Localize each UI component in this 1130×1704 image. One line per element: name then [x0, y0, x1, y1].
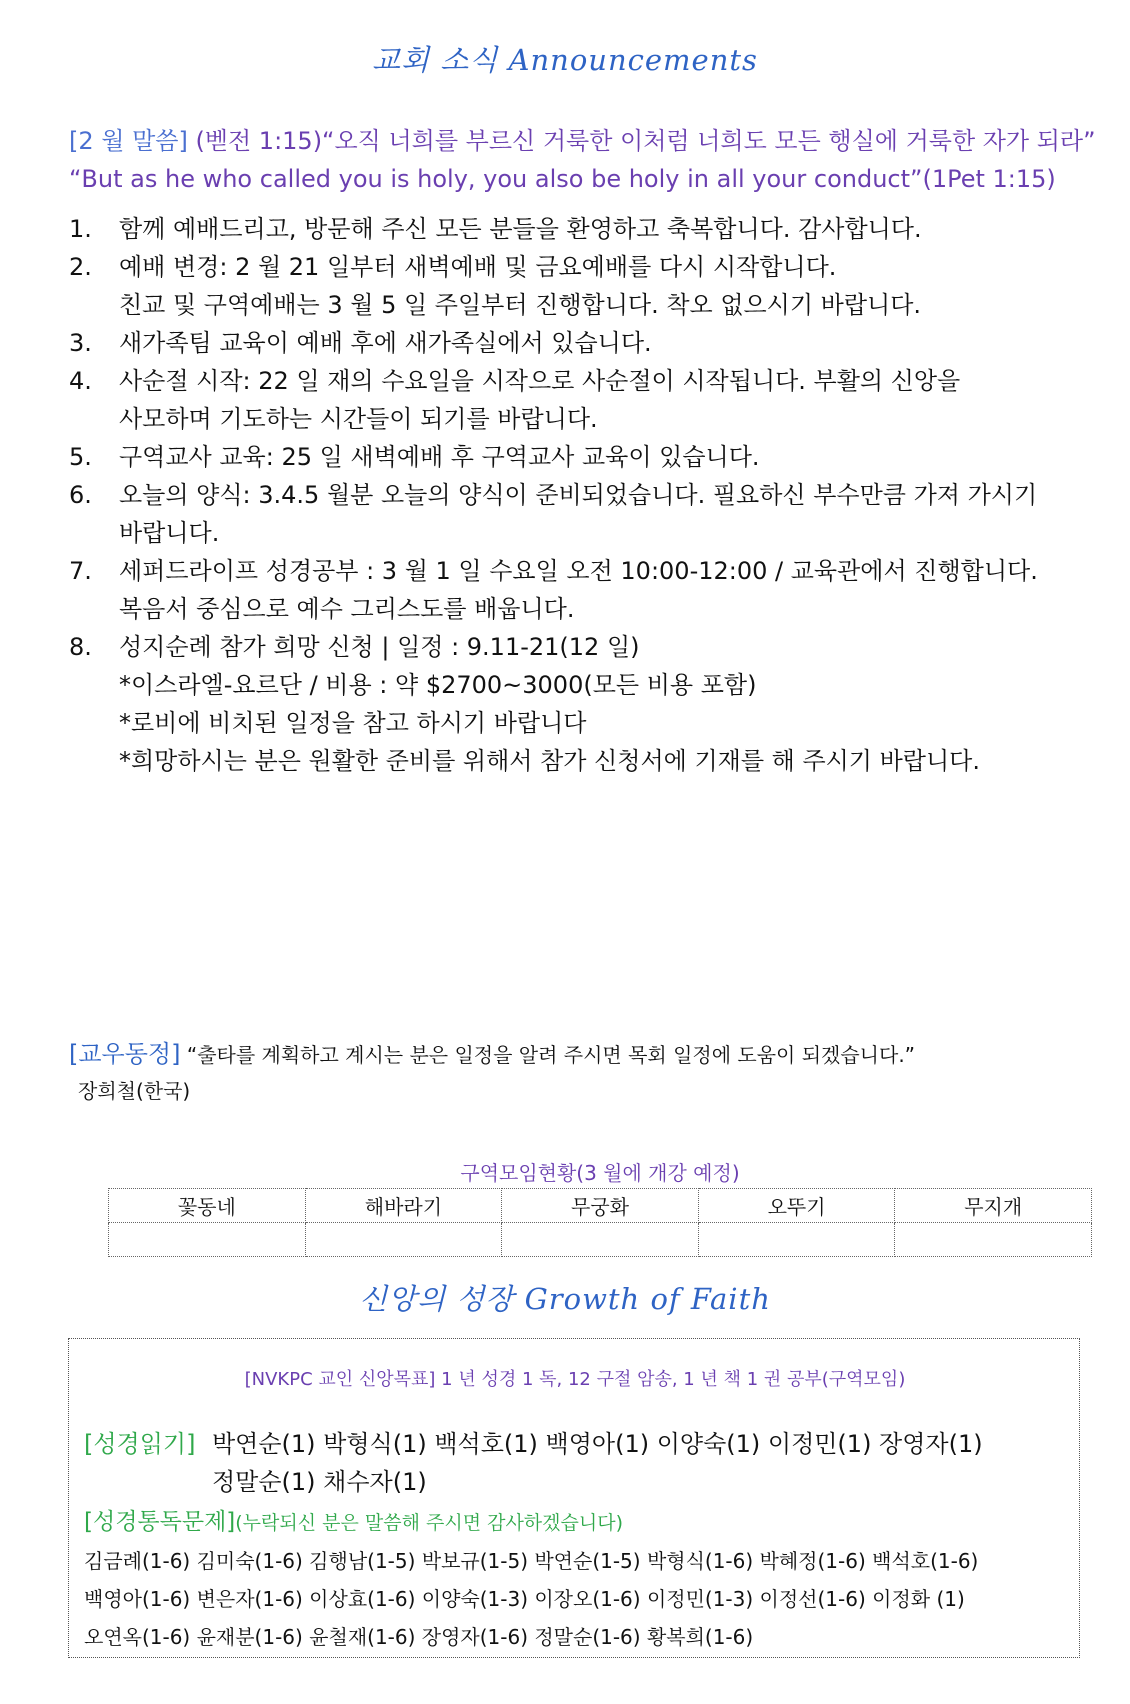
table-row [109, 1189, 1092, 1223]
item-line: 사모하며 기도하는 시간들이 되기를 바랍니다. [119, 405, 598, 433]
group-name-cell: 오뚜기 [698, 1189, 895, 1223]
group-name-cell: 꽃동네 [109, 1189, 306, 1223]
bible-quiz-names: 김금례(1-6) 김미숙(1-6) 김행남(1-5) 박보규(1-5) 박연순(1-5) 박형식(1-6) 박혜정(1-6) 백석호(1-6) [84, 1549, 979, 1573]
announcement-item [69, 362, 1109, 438]
empty-cell [109, 1223, 306, 1257]
member-news-tag: [교우동정] [69, 1040, 181, 1068]
item-number: 8. [69, 633, 92, 661]
item-line: 성지순례 참가 희망 신청 | 일정 : 9.11-21(12 일) [119, 633, 640, 661]
announcement-list [69, 210, 1109, 780]
item-number: 1. [69, 215, 92, 243]
item-number: 6. [69, 481, 92, 509]
item-line: 세퍼드라이프 성경공부 : 3 월 1 일 수요일 오전 10:00-12:00 / 교육관에서 진행합니다. [119, 557, 1038, 585]
empty-cell [305, 1223, 502, 1257]
announcement-item [69, 476, 1109, 552]
item-line: 사순절 시작: 22 일 재의 수요일을 시작으로 사순절이 시작됩니다. 부활의 신앙을 [119, 367, 961, 395]
monthly-verse [69, 122, 1099, 198]
verse-english: “But as he who called you is holy, you also be holy in all your conduct”(1Pet 1:15) [69, 165, 1056, 193]
bible-reading-tag: [성경읽기] [84, 1430, 196, 1458]
item-number: 2. [69, 253, 92, 281]
verse-tag: [2 월 말씀] [69, 127, 188, 155]
item-number: 3. [69, 329, 92, 357]
announcement-item [69, 248, 1109, 324]
member-news [69, 1034, 1109, 1111]
item-line: 새가족팀 교육이 예배 후에 새가족실에서 있습니다. [119, 329, 652, 357]
announcement-item [69, 628, 1109, 780]
item-line: 구역교사 교육: 25 일 새벽예배 후 구역교사 교육이 있습니다. [119, 443, 760, 471]
item-line: 예배 변경: 2 월 21 일부터 새벽예배 및 금요예배를 다시 시작합니다. [119, 253, 837, 281]
bible-reading-names: 박연순(1) 박형식(1) 백석호(1) 백영아(1) 이양숙(1) 이정민(1) 장영자(1) [212, 1430, 983, 1458]
item-line: 복음서 중심으로 예수 그리스도를 배웁니다. [119, 595, 575, 623]
verse-korean: (벧전 1:15)“오직 너희를 부르신 거룩한 이처럼 너희도 모든 행실에 거룩한 자가 되라” [187, 127, 1096, 155]
bible-quiz-names: 백영아(1-6) 변은자(1-6) 이상효(1-6) 이양숙(1-3) 이장오(1-6) 이정민(1-3) 이정선(1-6) 이정화 (1) [84, 1587, 965, 1611]
faith-goal: [NVKPC 교인 신앙목표] 1 년 성경 1 독, 12 구절 암송, 1 년 책 1 권 공부(구역모임) [244, 1369, 906, 1390]
bible-quiz-note: (누락되신 분은 말씀해 주시면 감사하겠습니다) [235, 1512, 623, 1534]
table-row [109, 1223, 1092, 1257]
group-table [108, 1188, 1092, 1257]
item-number: 4. [69, 367, 92, 395]
item-number: 5. [69, 443, 92, 471]
announcements-title: 교회 소식 Announcements [372, 43, 758, 77]
item-line: *희망하시는 분은 원활한 준비를 위해서 참가 신청서에 기재를 해 주시기 바랍니다. [119, 747, 980, 775]
empty-cell [502, 1223, 699, 1257]
item-line: 함께 예배드리고, 방문해 주신 모든 분들을 환영하고 축복합니다. 감사합니다. [119, 215, 922, 243]
announcement-item [69, 552, 1109, 628]
announcement-item [69, 438, 1109, 476]
announcement-item [69, 324, 1109, 362]
item-line: 바랍니다. [119, 519, 220, 547]
item-number: 7. [69, 557, 92, 585]
bible-reading [84, 1425, 1074, 1501]
bible-reading-names: 정말순(1) 채수자(1) [212, 1468, 427, 1496]
empty-cell [698, 1223, 895, 1257]
empty-cell [895, 1223, 1092, 1257]
bible-quiz [84, 1503, 1074, 1656]
faith-growth-title: 신앙의 성장 Growth of Faith [359, 1282, 771, 1316]
member-news-person: 장희철(한국) [78, 1079, 191, 1103]
group-name-cell: 무지개 [895, 1189, 1092, 1223]
bible-quiz-names: 오연옥(1-6) 윤재분(1-6) 윤철재(1-6) 장영자(1-6) 정말순(1-6) 황복희(1-6) [84, 1625, 754, 1649]
item-line: 친교 및 구역예배는 3 월 5 일 주일부터 진행합니다. 착오 없으시기 바랍니다. [119, 291, 922, 319]
item-line: *이스라엘-요르단 / 비용 : 약 $2700~3000(모든 비용 포함) [119, 671, 757, 699]
announcement-item [69, 210, 1109, 248]
item-line: *로비에 비치된 일정을 참고 하시기 바랍니다 [119, 709, 587, 737]
group-status-title: 구역모임현황(3 월에 개강 예정) [460, 1161, 740, 1185]
member-news-text: “출타를 계획하고 계시는 분은 일정을 알려 주시면 목회 일정에 도움이 되겠습니다.” [180, 1043, 916, 1067]
bible-quiz-tag: [성경통독문제] [84, 1509, 236, 1535]
item-line: 오늘의 양식: 3.4.5 월분 오늘의 양식이 준비되었습니다. 필요하신 부수만큼 가져 가시기 [119, 481, 1038, 509]
faith-growth-box [68, 1338, 1080, 1658]
group-name-cell: 해바라기 [305, 1189, 502, 1223]
group-name-cell: 무궁화 [502, 1189, 699, 1223]
